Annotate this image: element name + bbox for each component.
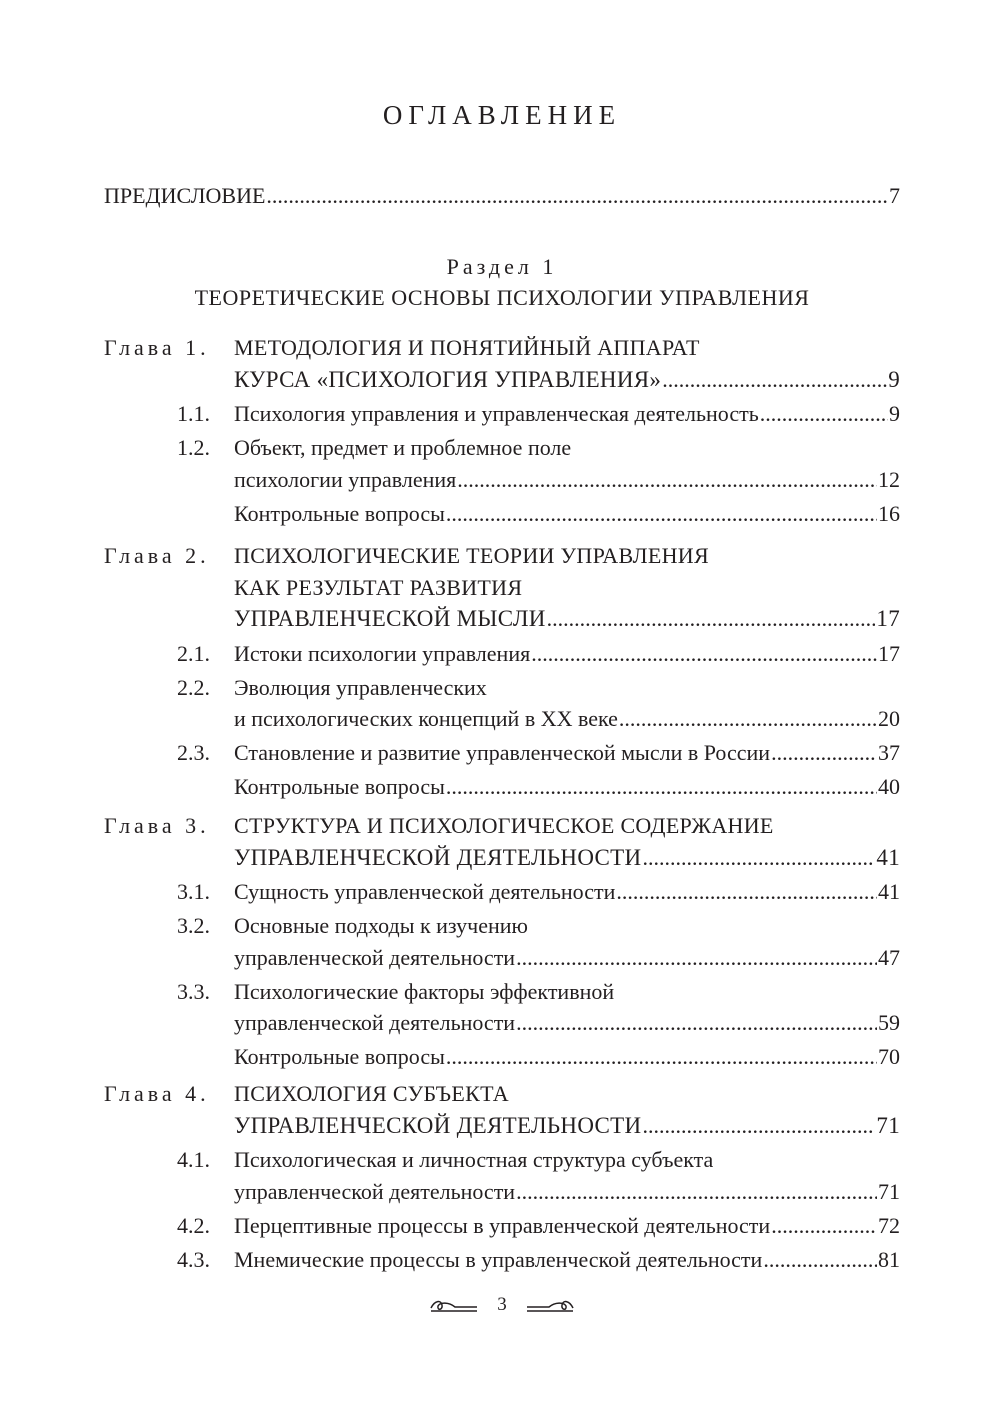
dot-leader [771, 737, 877, 769]
toc-entry-subsection [234, 876, 900, 908]
entry-page: 70 [878, 1044, 900, 1069]
entry-title: Контрольные вопросы [234, 500, 445, 526]
dot-leader [531, 638, 877, 670]
item-title-line: Основные подходы к изучению [234, 913, 528, 938]
dot-leader [760, 398, 888, 430]
entry-title: Контрольные вопросы [234, 774, 445, 799]
toc-entry-subsection [234, 942, 900, 974]
entry-title: Сущность управленческой деятельности [234, 879, 616, 904]
dot-leader [642, 1110, 875, 1142]
chapter-label: Глава 1. [104, 335, 210, 360]
chapter-title-line: СТРУКТУРА И ПСИХОЛОГИЧЕСКОЕ СОДЕРЖАНИЕ [234, 813, 774, 838]
entry-page: 47 [878, 944, 900, 970]
item-number: 1.1. [177, 401, 210, 426]
entry-page: 59 [878, 1010, 900, 1035]
entry-title: ПРЕДИСЛОВИЕ [104, 183, 266, 208]
toc-entry-chapter [234, 364, 900, 396]
section-heading [0, 252, 1004, 314]
entry-title: УПРАВЛЕНЧЕСКОЙ ДЕЯТЕЛЬНОСТИ [234, 1112, 642, 1138]
toc-entry-subsection [234, 638, 900, 670]
entry-page: 41 [878, 879, 900, 904]
left-flourish-icon [429, 1296, 479, 1314]
entry-title: Контрольные вопросы [234, 1044, 445, 1069]
entry-page: 9 [889, 401, 900, 426]
section-title: ТЕОРЕТИЧЕСКИЕ ОСНОВЫ ПСИХОЛОГИИ УПРАВЛЕНИЯ [194, 285, 810, 310]
entry-page: 20 [878, 706, 900, 731]
entry-page: 71 [878, 1178, 900, 1204]
entry-page: 40 [878, 774, 900, 799]
chapter-title-line: ПСИХОЛОГИЧЕСКИЕ ТЕОРИИ УПРАВЛЕНИЯ [234, 543, 709, 568]
item-number: 2.3. [177, 740, 210, 765]
section-number: Раздел 1 [446, 254, 558, 279]
entry-page: 17 [876, 606, 900, 631]
toc-entry-subsection [234, 1007, 900, 1039]
entry-page: 9 [888, 366, 900, 392]
chapter-label: Глава 2. [104, 543, 210, 568]
entry-title: Перцептивные процессы в управленческой деятельности [234, 1212, 771, 1238]
right-flourish-icon [525, 1296, 575, 1314]
toc-entry-questions [234, 498, 900, 530]
item-title-line: Психологические факторы эффективной [234, 978, 615, 1004]
entry-title: психологии управления [234, 466, 457, 492]
entry-page: 81 [878, 1246, 900, 1272]
item-number: 3.2. [177, 913, 210, 938]
dot-leader [516, 1176, 877, 1208]
dot-leader [446, 498, 877, 530]
entry-page: 16 [878, 500, 900, 526]
entry-page: 37 [878, 740, 900, 765]
entry-page: 12 [878, 466, 900, 492]
dot-leader [616, 876, 877, 908]
entry-page: 7 [889, 183, 900, 208]
entry-title: управленческой деятельности [234, 1178, 516, 1204]
entry-title: Мнемические процессы в управленческой деятельности [234, 1246, 763, 1272]
dot-leader [516, 942, 877, 974]
chapter-label: Глава 4. [104, 1081, 210, 1106]
toc-entry-chapter [234, 1110, 900, 1142]
toc-entry-subsection [234, 1244, 900, 1276]
dot-leader [446, 1041, 877, 1073]
entry-title: и психологических концепций в ХХ веке [234, 706, 618, 731]
item-title-line: Объект, предмет и проблемное поле [234, 435, 572, 460]
entry-title: Становление и развитие управленческой мысли в России [234, 740, 771, 765]
toc-entry-subsection [234, 1176, 900, 1208]
toc-entry-subsection [234, 464, 900, 496]
toc-entry-preface [104, 180, 900, 212]
dot-leader [457, 464, 877, 496]
entry-title: УПРАВЛЕНЧЕСКОЙ МЫСЛИ [234, 606, 546, 631]
item-number: 4.2. [177, 1212, 210, 1238]
dot-leader [763, 1244, 877, 1276]
dot-leader [662, 364, 887, 396]
entry-title: Истоки психологии управления [234, 640, 531, 666]
toc-entry-questions [234, 771, 900, 803]
toc-entry-subsection [234, 737, 900, 769]
entry-title: УПРАВЛЕНЧЕСКОЙ ДЕЯТЕЛЬНОСТИ [234, 844, 642, 870]
toc-entry-chapter [234, 603, 900, 635]
toc-entry-chapter [234, 842, 900, 874]
item-number: 3.3. [177, 978, 210, 1004]
entry-page: 41 [876, 844, 900, 870]
dot-leader [446, 771, 877, 803]
page-number: 3 [497, 1294, 507, 1315]
toc-entry-subsection [234, 398, 900, 430]
dot-leader [619, 703, 877, 735]
entry-page: 72 [878, 1212, 900, 1238]
entry-page: 17 [878, 640, 900, 666]
chapter-title-line: КАК РЕЗУЛЬТАТ РАЗВИТИЯ [234, 574, 523, 600]
entry-title: Психология управления и управленческая деятельность [234, 401, 759, 426]
dot-leader [547, 603, 876, 635]
item-number: 3.1. [177, 879, 210, 904]
item-title-line: Психологическая и личностная структура субъекта [234, 1147, 714, 1172]
chapter-label: Глава 3. [104, 813, 210, 838]
item-number: 1.2. [177, 435, 210, 460]
page-footer [0, 1294, 1004, 1322]
item-title-line: Эволюция управленческих [234, 674, 487, 700]
entry-page: 71 [876, 1112, 900, 1138]
toc-entry-subsection [234, 703, 900, 735]
dot-leader [771, 1210, 877, 1242]
chapter-title-line: ПСИХОЛОГИЯ СУБЪЕКТА [234, 1081, 509, 1106]
entry-title: КУРСА «ПСИХОЛОГИЯ УПРАВЛЕНИЯ» [234, 366, 662, 392]
item-number: 4.3. [177, 1246, 210, 1272]
toc-entry-questions [234, 1041, 900, 1073]
entry-title: управленческой деятельности [234, 1010, 516, 1035]
chapter-title-line: МЕТОДОЛОГИЯ И ПОНЯТИЙНЫЙ АППАРАТ [234, 335, 700, 360]
item-number: 2.2. [177, 674, 210, 700]
dot-leader [516, 1007, 877, 1039]
item-number: 2.1. [177, 640, 210, 666]
entry-title: управленческой деятельности [234, 944, 516, 970]
item-number: 4.1. [177, 1147, 210, 1172]
dot-leader [266, 180, 888, 212]
toc-entry-subsection [234, 1210, 900, 1242]
dot-leader [642, 842, 875, 874]
page-title: ОГЛАВЛЕНИЕ [382, 100, 622, 130]
